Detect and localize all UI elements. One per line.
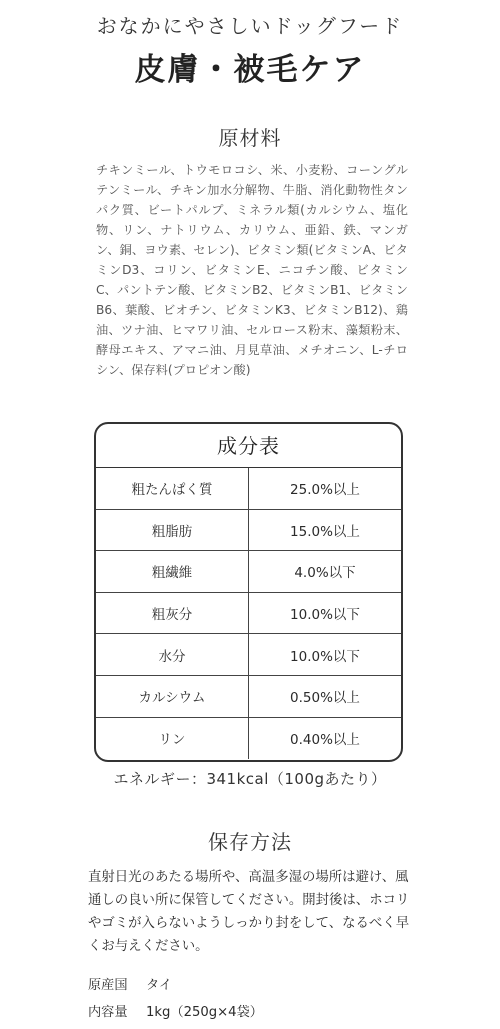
nutrient-name: カルシウム — [96, 676, 249, 717]
origin-value: タイ — [146, 978, 173, 993]
product-subtitle: おなかにやさしいドッグフード — [96, 14, 404, 38]
table-row — [96, 510, 401, 552]
nutrient-value: 15.0%以上 — [290, 523, 360, 540]
analysis-table — [94, 422, 403, 762]
table-row — [96, 551, 401, 593]
nutrient-name: 粗繊維 — [96, 551, 249, 592]
nutrient-value: 0.40%以上 — [290, 732, 360, 749]
nutrient-value: 10.0%以下 — [290, 607, 360, 624]
volume-value: 1kg（250g×4袋） — [146, 1005, 263, 1020]
origin-line — [88, 974, 172, 993]
materials-heading: 原材料 — [218, 126, 282, 150]
analysis-heading: 成分表 — [96, 424, 401, 468]
table-row — [96, 593, 401, 635]
nutrient-value: 0.50%以上 — [290, 690, 360, 707]
nutrient-value: 25.0%以上 — [290, 482, 360, 499]
nutrient-value: 4.0%以下 — [294, 565, 356, 582]
table-row — [96, 468, 401, 510]
nutrient-name: 粗脂肪 — [96, 510, 249, 551]
nutrient-value: 10.0%以下 — [290, 648, 360, 665]
table-row — [96, 634, 401, 676]
energy-note: エネルギー：341kcal（100gあたり） — [113, 770, 387, 788]
table-row — [96, 676, 401, 718]
storage-text: 直射日光のあたる場所や、高温多湿の場所は避け、風通しの良い所に保管してください。開封後は、ホコリやゴミが入らないようしっかり封をして、なるべく早くお与えください。 — [88, 870, 410, 954]
product-title: 皮膚・被毛ケア — [134, 52, 366, 88]
volume-line — [88, 1001, 263, 1020]
storage-heading: 保存方法 — [208, 830, 292, 854]
nutrient-name: 粗灰分 — [96, 593, 249, 634]
origin-label: 原産国 — [88, 978, 128, 993]
nutrient-name: 水分 — [96, 634, 249, 675]
nutrient-name: 粗たんぱく質 — [96, 468, 249, 509]
volume-label: 内容量 — [88, 1005, 128, 1020]
table-row — [96, 718, 401, 760]
nutrient-name: リン — [96, 718, 249, 760]
ingredients-text: チキンミール、トウモロコシ、米、小麦粉、コーングルテンミール、チキン加水分解物、牛脂、消化動物性タンパク質、ビートパルプ、ミネラル類(カルシウム、塩化物、リン、ナトリウム、カリウム、亜鉛、鉄、マンガン、銅、ヨウ素、セレン)、ビタミン類(ビタミンA、ビタミンD3、コリン、ビタミンE、ニコチン酸、ビタミンC、パントテン酸、ビタミンB2、ビタミンB1、ビタミンB6、葉酸、ビオチン、ビタミンK3、ビタミンB12)、鶏油、ツナ油、ヒマワリ油、セルロース粉末、藻類粉末、酵母エキス、アマニ油、月見草油、メチオニン、L-チロシン、保存料(プロピオン酸) — [96, 163, 408, 377]
